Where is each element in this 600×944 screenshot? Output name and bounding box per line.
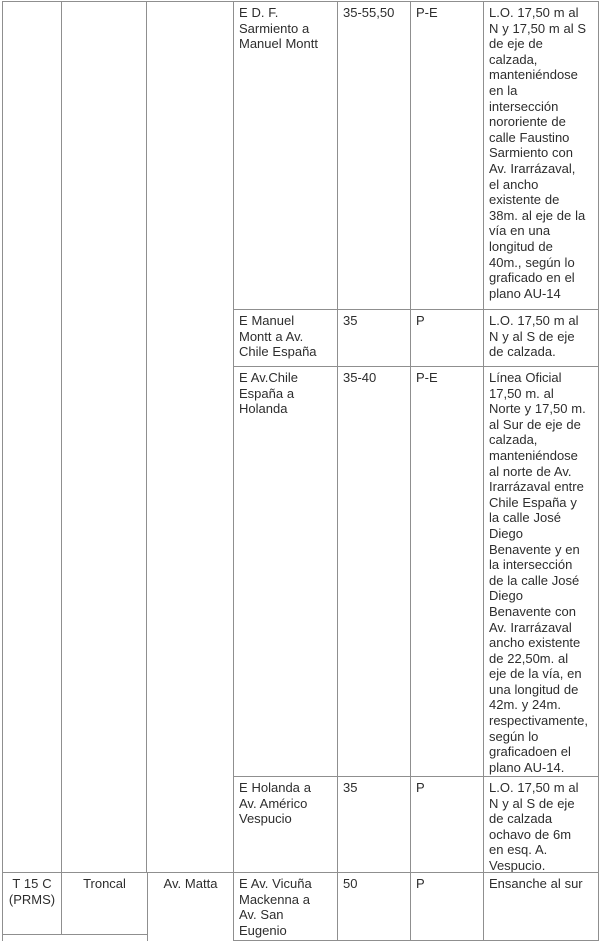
cell-affectation: P — [411, 777, 484, 873]
cell-affectation: P-E — [411, 367, 484, 777]
cell-width: 35 — [338, 310, 411, 367]
cell-category: Troncal — [62, 873, 147, 935]
cell-segment: E D. F. Sarmiento a Manuel Montt — [234, 2, 338, 310]
cell-observations: L.O. 17,50 m al N y al S de eje de calzada ochavo de 6m en esq. A. Vespucio. — [484, 777, 599, 873]
route-table — [2, 1, 599, 941]
cell-segment: E Av.Chile España a Holanda — [234, 367, 338, 777]
cell-width: 35-55,50 — [338, 2, 411, 310]
cell-segment: E Av. Vicuña Mackenna a Av. San Eugenio — [234, 873, 338, 941]
cell-affectation: P-E — [411, 2, 484, 310]
cell-route-code: T 15 C (PRMS) — [3, 873, 62, 935]
cell-width: 50 — [338, 873, 411, 941]
cell-width: 35-40 — [338, 367, 411, 777]
cell-segment: E Holanda a Av. Américo Vespucio — [234, 777, 338, 873]
cell-observations: Ensanche al sur — [484, 873, 599, 941]
cell-category-empty — [62, 2, 147, 873]
cell-observations: L.O. 17,50 m al N y 17,50 m al S de eje de calzada, manteniéndose en la intersección nororiente de calle Faustino Sarmiento con Av. Irarrázaval, el ancho existente de 38m. al eje de la vía en una longitud de 40m., según lo graficado en el plano AU-14 — [484, 2, 599, 310]
cell-street-empty — [147, 2, 234, 873]
cell-segment: E Manuel Montt a Av. Chile España — [234, 310, 338, 367]
cell-affectation: P — [411, 310, 484, 367]
cell-street-name: Av. Matta — [147, 873, 234, 941]
cell-observations: L.O. 17,50 m al N y al S de eje de calzada. — [484, 310, 599, 367]
cell-affectation: P — [411, 873, 484, 941]
cell-observations: Línea Oficial 17,50 m. al Norte y 17,50 m. al Sur de eje de calzada, manteniéndose al norte de Av. Irarrázaval entre Chile España y la calle José Diego Benavente y en la intersección de la calle José Diego Benavente con Av. Irarrázaval ancho existente de 22,50m. al eje de la vía, en una longitud de 42m. y 24m. respectivamente, según lo graficadoen el plano AU-14. — [484, 367, 599, 777]
cell-width: 35 — [338, 777, 411, 873]
cell-route-code-empty — [3, 2, 62, 873]
